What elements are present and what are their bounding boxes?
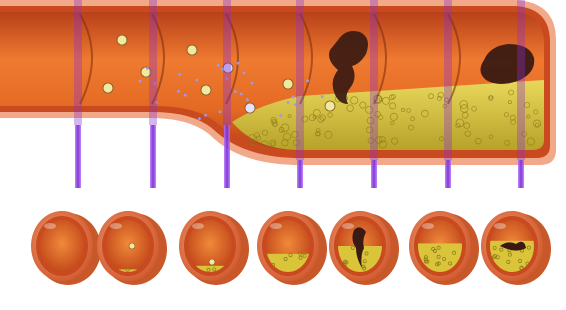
section-lipid (209, 259, 215, 265)
cross-section-stage-3 (179, 211, 249, 285)
stage-band-upper (517, 0, 525, 160)
stage-band-lower (150, 125, 156, 188)
stage-band-lower (445, 160, 451, 188)
lipid-particle (283, 79, 293, 89)
lipid-dot (251, 82, 254, 85)
lipid-particle (187, 45, 197, 55)
cross-section-stage-6 (409, 211, 479, 285)
section-highlight (494, 223, 506, 229)
lipid-dot (279, 114, 282, 117)
lipid-dot (292, 96, 295, 99)
lipid-dot (240, 93, 243, 96)
lipid-dot (184, 94, 187, 97)
lipid-dot (219, 110, 222, 113)
cross-section-stage-5 (329, 211, 399, 285)
cross-section-stage-7 (481, 211, 551, 285)
section-highlight (342, 223, 354, 229)
lipid-dot (243, 72, 246, 75)
lipid-dot (195, 79, 198, 82)
lipid-dot (217, 64, 220, 67)
lipid-dot (198, 117, 201, 120)
stage-band-lower (518, 160, 524, 188)
stage-band-upper (149, 0, 157, 125)
lipid-dot (306, 79, 309, 82)
section-highlight (110, 223, 122, 229)
stage-band-upper (74, 0, 82, 125)
lipid-particle (201, 85, 211, 95)
stage-band-lower (297, 160, 303, 188)
lipid-dot (178, 73, 181, 76)
cross-sections (31, 211, 551, 285)
lipid-dot (287, 101, 290, 104)
lipid-dot (321, 95, 324, 98)
lipid-particle (325, 101, 335, 111)
lipid-dot (204, 114, 207, 117)
section-highlight (270, 223, 282, 229)
stage-band-lower (75, 125, 81, 188)
lipid-particle (103, 83, 113, 93)
stage-band-upper (444, 0, 452, 160)
lipid-dot (177, 90, 180, 93)
lipid-particle (245, 103, 255, 113)
lipid-dot (139, 80, 142, 83)
cross-section-stage-1 (31, 211, 101, 285)
lipid-dot (234, 90, 237, 93)
section-highlight (44, 223, 56, 229)
section-lipid (129, 243, 135, 249)
cross-section-stage-4 (257, 211, 327, 285)
stage-band-lower (371, 160, 377, 188)
stage-band-upper (296, 0, 304, 160)
lipid-dot (246, 98, 249, 101)
lipid-dot (146, 67, 149, 70)
lipid-dot (237, 62, 240, 65)
section-highlight (192, 223, 204, 229)
lipid-particle (117, 35, 127, 45)
stage-band-upper (370, 0, 378, 160)
stage-band-upper (223, 0, 231, 125)
cross-section-stage-2 (97, 211, 167, 285)
stage-band-lower (224, 125, 230, 188)
section-highlight (422, 223, 434, 229)
